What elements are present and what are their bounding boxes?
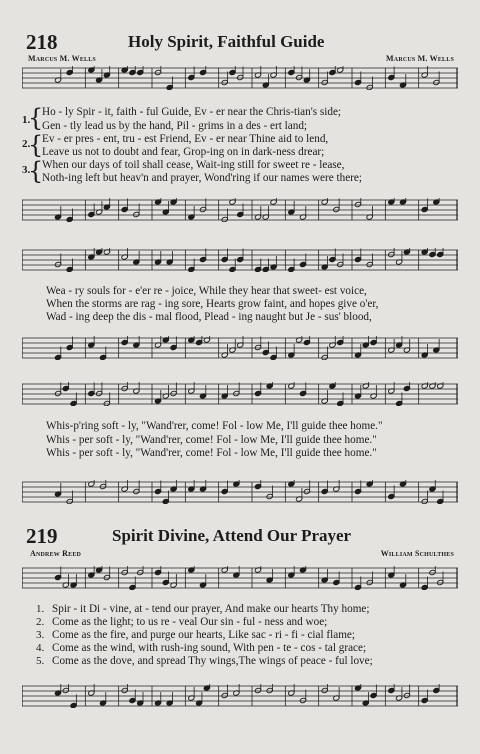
lyric-line: When the storms are rag - ing sore, Hearts grow faint, and hopes give o'er,: [46, 298, 379, 310]
words-credit: Marcus M. Wells: [28, 54, 96, 63]
verse-brace: {: [28, 157, 44, 185]
staff-lines: [22, 566, 458, 590]
treble-staff: [22, 566, 458, 590]
treble-staff: [22, 66, 458, 90]
music-credit: William Schulthes: [380, 549, 454, 558]
lyric-line: When our days of toil shall cease, Wait-ing still for sweet re - lease,: [42, 159, 345, 171]
verse-number: 1.: [36, 603, 45, 615]
lyric-line: Leave us not to doubt and fear, Grop-ing on in dark-ness drear;: [42, 146, 325, 158]
verse-number: 5.: [36, 655, 45, 667]
lyric-line: Gen - tly lead us by the hand, Pil - grims in a des - ert land;: [42, 120, 308, 132]
words-credit: Andrew Reed: [30, 549, 82, 558]
lyric-line: Noth-ing left but heav'n and prayer, Wond'ring if our names were there;: [42, 172, 362, 184]
verse-number: 2.: [36, 616, 45, 628]
lyric-line: Come as the fire, and purge our hearts, Like sac - ri - fi - cial flame;: [52, 629, 355, 641]
lyric-line: Wea - ry souls for - e'er re - joice, While they hear that sweet- est voice,: [46, 285, 367, 297]
staff-lines: [22, 66, 458, 90]
verse-number: 1.: [22, 114, 31, 126]
treble-staff: [22, 248, 458, 272]
lyric-line: Ho - ly Spir - it, faith - ful Guide, Ev - er near the Chris-tian's side;: [42, 106, 342, 118]
verse-number: 4.: [36, 642, 45, 654]
verse-number: 3.: [36, 629, 45, 641]
verse-number: 3.: [22, 164, 31, 176]
lyric-line: Come as the wind, with rush-ing sound, With pen - te - cos - tal grace;: [52, 642, 367, 654]
hymn-title: Holy Spirit, Faithful Guide: [128, 32, 325, 51]
lyric-line: Spir - it Di - vine, at - tend our prayer, And make our hearts Thy home;: [52, 603, 370, 615]
bass-staff: [22, 336, 458, 360]
treble-staff: [22, 382, 458, 406]
lyric-line: Whis - per soft - ly, "Wand'rer, come! Fol - low Me, I'll guide thee home.": [46, 447, 377, 459]
verse-brace: {: [28, 104, 44, 132]
bass-staff: [22, 480, 458, 504]
lyric-line: Whis - per soft - ly, "Wand'rer, come! Fol - low Me, I'll guide thee home.": [46, 434, 377, 446]
staff-lines: [22, 248, 458, 272]
staff-lines: [22, 336, 458, 360]
lyric-line: Whis-p'ring soft - ly, "Wand'rer, come! Fol - low Me, I'll guide thee home.": [46, 420, 383, 432]
lyric-line: Ev - er pres - ent, tru - est Friend, Ev - er near Thine aid to lend,: [42, 133, 329, 145]
lyric-line: Come as the dove, and spread Thy wings,The wings of peace - ful love;: [52, 655, 373, 667]
music-credit: Marcus M. Wells: [386, 54, 454, 63]
staff-lines: [22, 198, 458, 222]
hymn-number: 219: [26, 524, 58, 548]
verse-number: 2.: [22, 138, 31, 150]
hymn-title: Spirit Divine, Attend Our Prayer: [112, 526, 352, 545]
staff-lines: [22, 480, 458, 504]
hymn-number: 218: [26, 30, 58, 54]
staff-lines: [22, 382, 458, 406]
staff-lines: [22, 684, 458, 708]
bass-staff: [22, 684, 458, 708]
bass-staff: [22, 198, 458, 222]
lyric-line: Come as the light; to us re - veal Our sin - ful - ness and woe;: [52, 616, 328, 628]
lyric-line: Wad - ing deep the dis - mal flood, Plead - ing naught but Je - sus' blood,: [46, 311, 372, 323]
verse-brace: {: [28, 131, 44, 159]
